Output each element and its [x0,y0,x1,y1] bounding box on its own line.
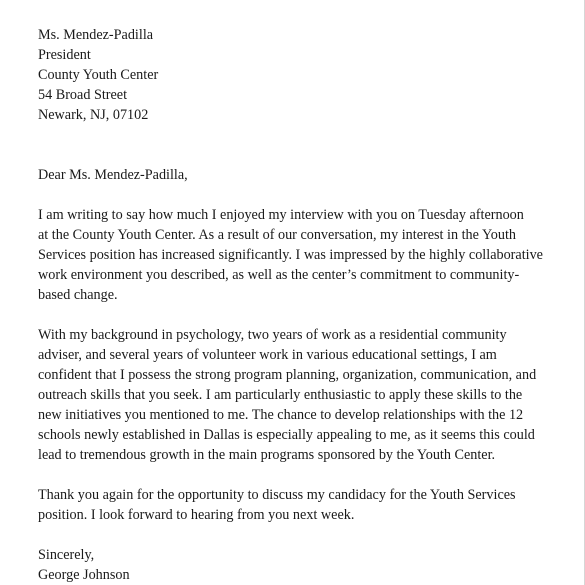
closing: Sincerely, [38,547,95,563]
salutation: Dear Ms. Mendez-Padilla, [38,167,188,183]
spacer [38,525,568,545]
paragraph-line: confident that I possess the strong program planning, organization, communication, and [38,367,537,383]
paragraph-line: I am writing to say how much I enjoyed my interview with you on Tuesday afternoon [38,207,524,223]
recipient-title: President [38,47,91,63]
recipient-address [38,25,568,125]
spacer [38,125,568,145]
recipient-organization: County Youth Center [38,67,159,83]
paragraph-line: outreach skills that you seek. I am particularly enthusiastic to apply these skills to the [38,387,523,403]
paragraph-2 [38,325,568,465]
paragraph-line: at the County Youth Center. As a result of our conversation, my interest in the Youth [38,227,516,243]
paragraph-line: position. I look forward to hearing from you next week. [38,507,355,523]
signature-name: George Johnson [38,567,130,583]
recipient-street: 54 Broad Street [38,87,128,103]
spacer [38,305,568,325]
spacer [38,145,568,165]
paragraph-line: work environment you described, as well as the center’s commitment to community- [38,267,520,283]
recipient-name: Ms. Mendez-Padilla [38,27,154,43]
paragraph-line: Thank you again for the opportunity to discuss my candidacy for the Youth Services [38,487,516,503]
letter-body [38,25,568,585]
paragraph-3 [38,485,568,525]
paragraph-line: schools newly established in Dallas is especially appealing to me, as it seems this could [38,427,535,443]
spacer [38,465,568,485]
paragraph-line: new initiatives you mentioned to me. The chance to develop relationships with the 12 [38,407,524,423]
paragraph-line: Services position has increased significantly. I was impressed by the highly collaborative [38,247,543,263]
paragraph-line: lead to tremendous growth in the main programs sponsored by the Youth Center. [38,447,496,463]
paragraph-line: With my background in psychology, two years of work as a residential community [38,327,507,343]
paragraph-line: adviser, and several years of volunteer work in various educational settings, I am [38,347,497,363]
paragraph-1 [38,205,568,305]
paragraph-line: based change. [38,287,118,303]
recipient-city-state-zip: Newark, NJ, 07102 [38,107,149,123]
spacer [38,185,568,205]
